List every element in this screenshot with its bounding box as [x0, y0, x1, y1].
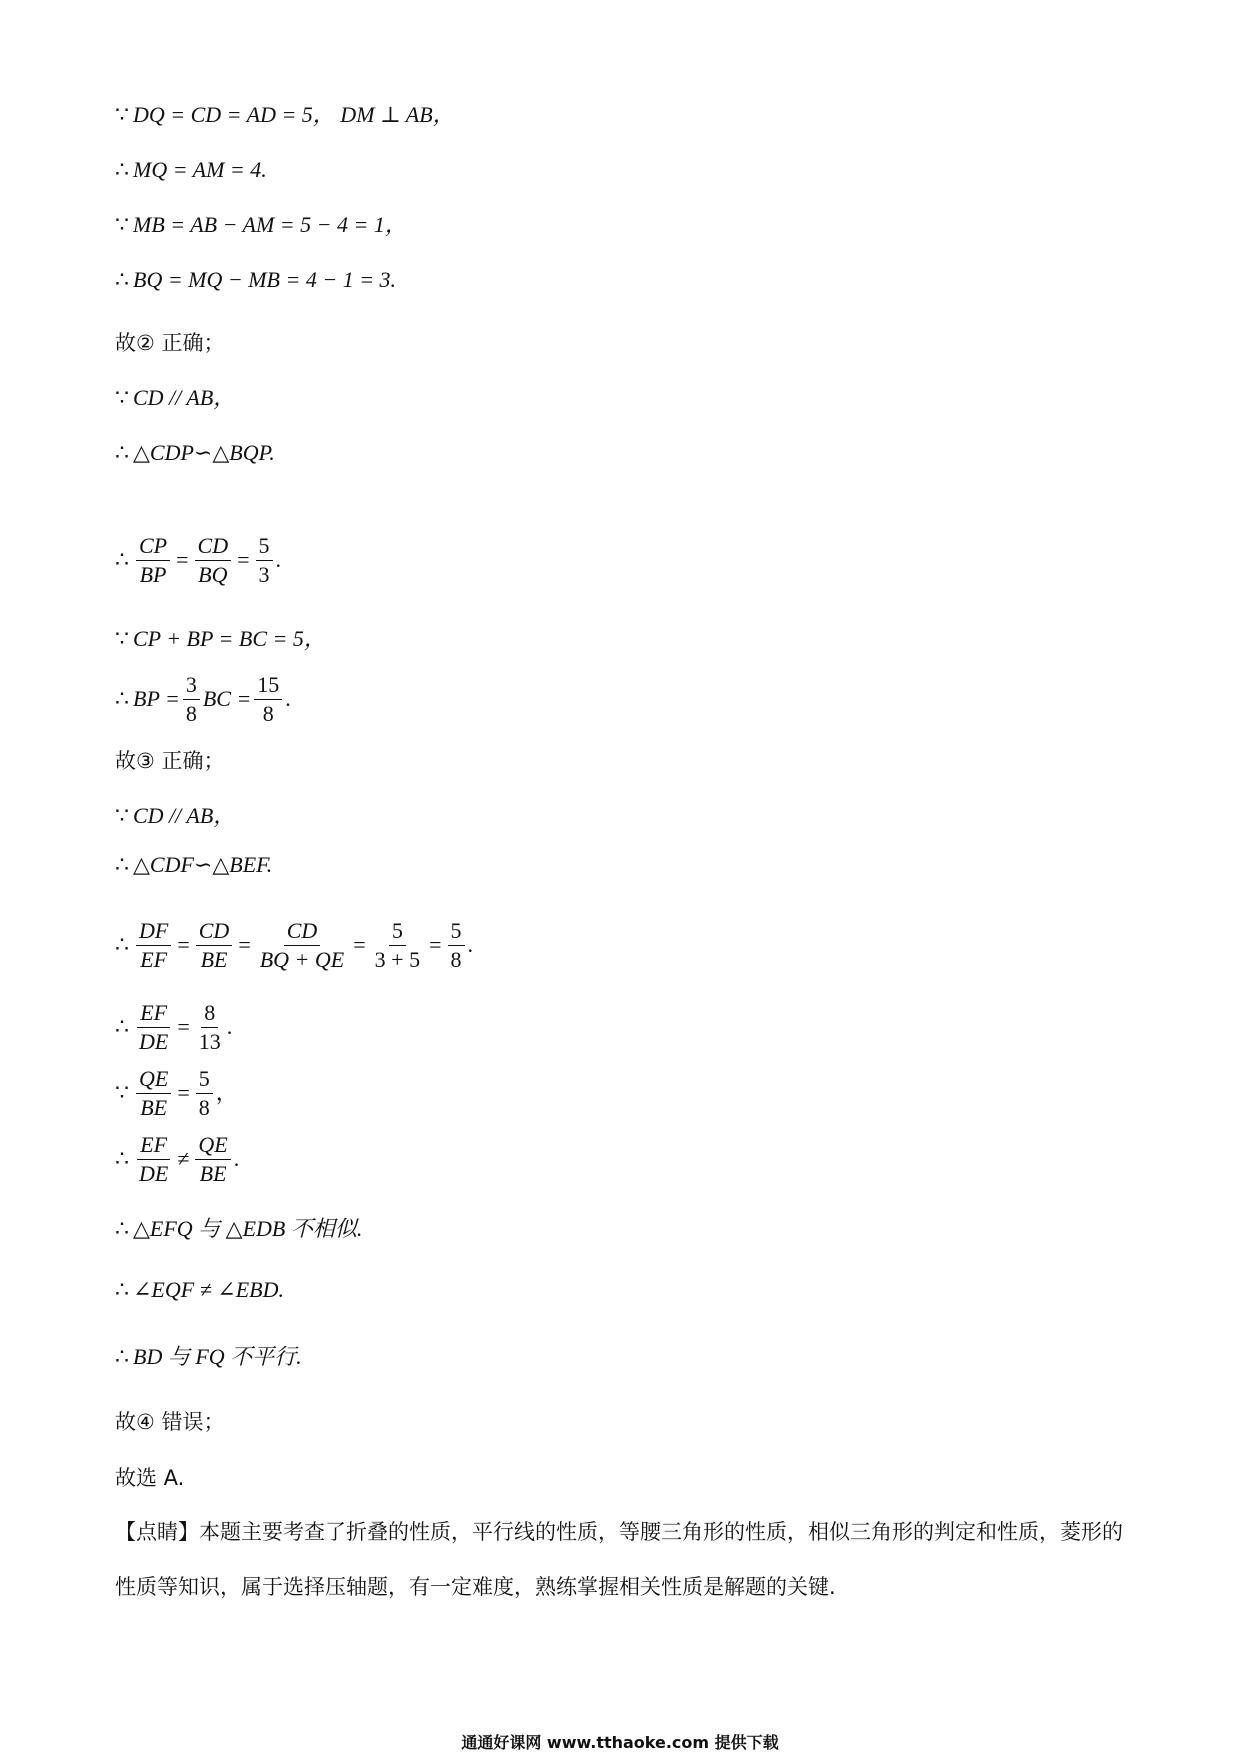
- fraction: $\frac{5}{3}$: [256, 532, 273, 589]
- because-symbol: ∵: [115, 803, 129, 828]
- answer-text: 故选 A.: [115, 1466, 185, 1490]
- because-symbol: ∵: [115, 212, 129, 237]
- conclusion-text: 故② 正确；: [115, 331, 225, 355]
- because-symbol: ∵: [115, 102, 129, 127]
- fraction: $\frac{CP}{BP}$: [136, 532, 170, 589]
- line-6: [115, 383, 235, 413]
- line-14: ∴ $\frac{DF}{EF}$ = $\frac{CD}{BE}$ = $\frac{CD}{BQ + QE}$ = $\frac{5}{3 + 5}$ = $\frac{5}{8}$ .: [115, 915, 473, 975]
- therefore-symbol: ∴: [115, 547, 129, 572]
- line-8: ∴ $\frac{CP}{BP}$ = $\frac{CD}{BQ}$ = $\frac{5}{3}$ .: [115, 530, 281, 590]
- line-17: ∴ $\frac{EF}{DE}$ ≠ $\frac{QE}{BE}$ .: [115, 1129, 239, 1189]
- therefore-symbol: ∴: [115, 1216, 129, 1241]
- because-symbol: ∵: [115, 1080, 129, 1105]
- fraction: $\frac{8}{13}$: [198, 999, 221, 1054]
- page-footer: 通通好课网 www.tthaoke.com 提供下载: [461, 1733, 779, 1752]
- line-16: ∵ $\frac{QE}{BE}$ = $\frac{5}{8}$ ，: [115, 1063, 238, 1123]
- line-12: [115, 801, 235, 831]
- line-19: [115, 1275, 284, 1305]
- fraction: $\frac{CD}{BQ}$: [195, 532, 232, 589]
- therefore-symbol: ∴: [115, 440, 129, 465]
- commentary-paragraph: 【点睛】本题主要考查了折叠的性质，平行线的性质，等腰三角形的性质，相似三角形的判定和性质，菱形的性质等知识，属于选择压轴题，有一定难度，熟练掌握相关性质是解题的关键.: [115, 1520, 1123, 1599]
- line-21: [115, 1407, 225, 1437]
- line-text: ∠EQF ≠ ∠EBD.: [133, 1277, 284, 1302]
- fraction: $\frac{CD}{BQ + QE}$: [259, 917, 345, 972]
- therefore-symbol: ∴: [115, 852, 129, 877]
- line-text: MB = AB − AM = 5 − 4 = 1，: [133, 212, 407, 237]
- fraction: $\frac{EF}{DE}$: [139, 1131, 169, 1186]
- line-text: △EFQ 与 △EDB 不相似.: [133, 1216, 363, 1241]
- therefore-symbol: ∴: [115, 1014, 129, 1039]
- line-3: [115, 210, 407, 240]
- fraction: $\frac{5}{3 + 5}$: [374, 917, 421, 972]
- line-22: [115, 1463, 184, 1493]
- therefore-symbol: ∴: [115, 932, 129, 957]
- line-text: CD // AB，: [133, 803, 236, 828]
- therefore-symbol: ∴: [115, 1344, 129, 1369]
- fraction: $\frac{EF}{DE}$: [139, 999, 169, 1054]
- line-text: △CDP∽△BQP.: [133, 440, 275, 465]
- line-13: [115, 850, 272, 880]
- therefore-symbol: ∴: [115, 267, 129, 292]
- line-text: BQ = MQ − MB = 4 − 1 = 3.: [133, 267, 397, 292]
- line-11: [115, 746, 225, 776]
- line-15: ∴ $\frac{EF}{DE}$ = $\frac{8}{13}$ .: [115, 997, 232, 1057]
- line-1: [115, 100, 455, 130]
- line-4: [115, 265, 396, 295]
- conclusion-text: 故③ 正确；: [115, 749, 225, 773]
- therefore-symbol: ∴: [115, 1277, 129, 1302]
- fraction: $\frac{5}{8}$: [448, 917, 465, 974]
- conclusion-text: 故④ 错误；: [115, 1410, 225, 1434]
- fraction: $\frac{QE}{BE}$: [195, 1131, 230, 1188]
- fraction: $\frac{QE}{BE}$: [136, 1065, 171, 1122]
- therefore-symbol: ∴: [115, 1146, 129, 1171]
- line-text: MQ = AM = 4.: [133, 157, 267, 182]
- line-text: △CDF∽△BEF.: [133, 852, 273, 877]
- therefore-symbol: ∴: [115, 157, 129, 182]
- fraction: $\frac{CD}{BE}$: [196, 917, 233, 974]
- line-text: CP + BP = BC = 5，: [133, 626, 326, 651]
- fraction: $\frac{5}{8}$: [196, 1065, 213, 1122]
- line-18: [115, 1214, 362, 1244]
- therefore-symbol: ∴: [115, 686, 129, 711]
- line-text: DQ = CD = AD = 5， DM ⊥ AB，: [133, 102, 455, 127]
- line-2: [115, 155, 267, 185]
- line-text: BD 与 FQ 不平行.: [133, 1344, 302, 1369]
- line-text: CD // AB，: [133, 385, 236, 410]
- fraction: $\frac{DF}{EF}$: [136, 917, 171, 974]
- line-5: [115, 328, 225, 358]
- fraction: $\frac{15}{8}$: [254, 671, 282, 728]
- because-symbol: ∵: [115, 385, 129, 410]
- line-10: ∴ BP = $\frac{3}{8}$ BC = $\frac{15}{8}$ .: [115, 669, 291, 729]
- fraction: $\frac{3}{8}$: [183, 671, 200, 728]
- line-7: [115, 438, 275, 468]
- because-symbol: ∵: [115, 626, 129, 651]
- line-20: [115, 1342, 302, 1372]
- line-9: [115, 624, 326, 654]
